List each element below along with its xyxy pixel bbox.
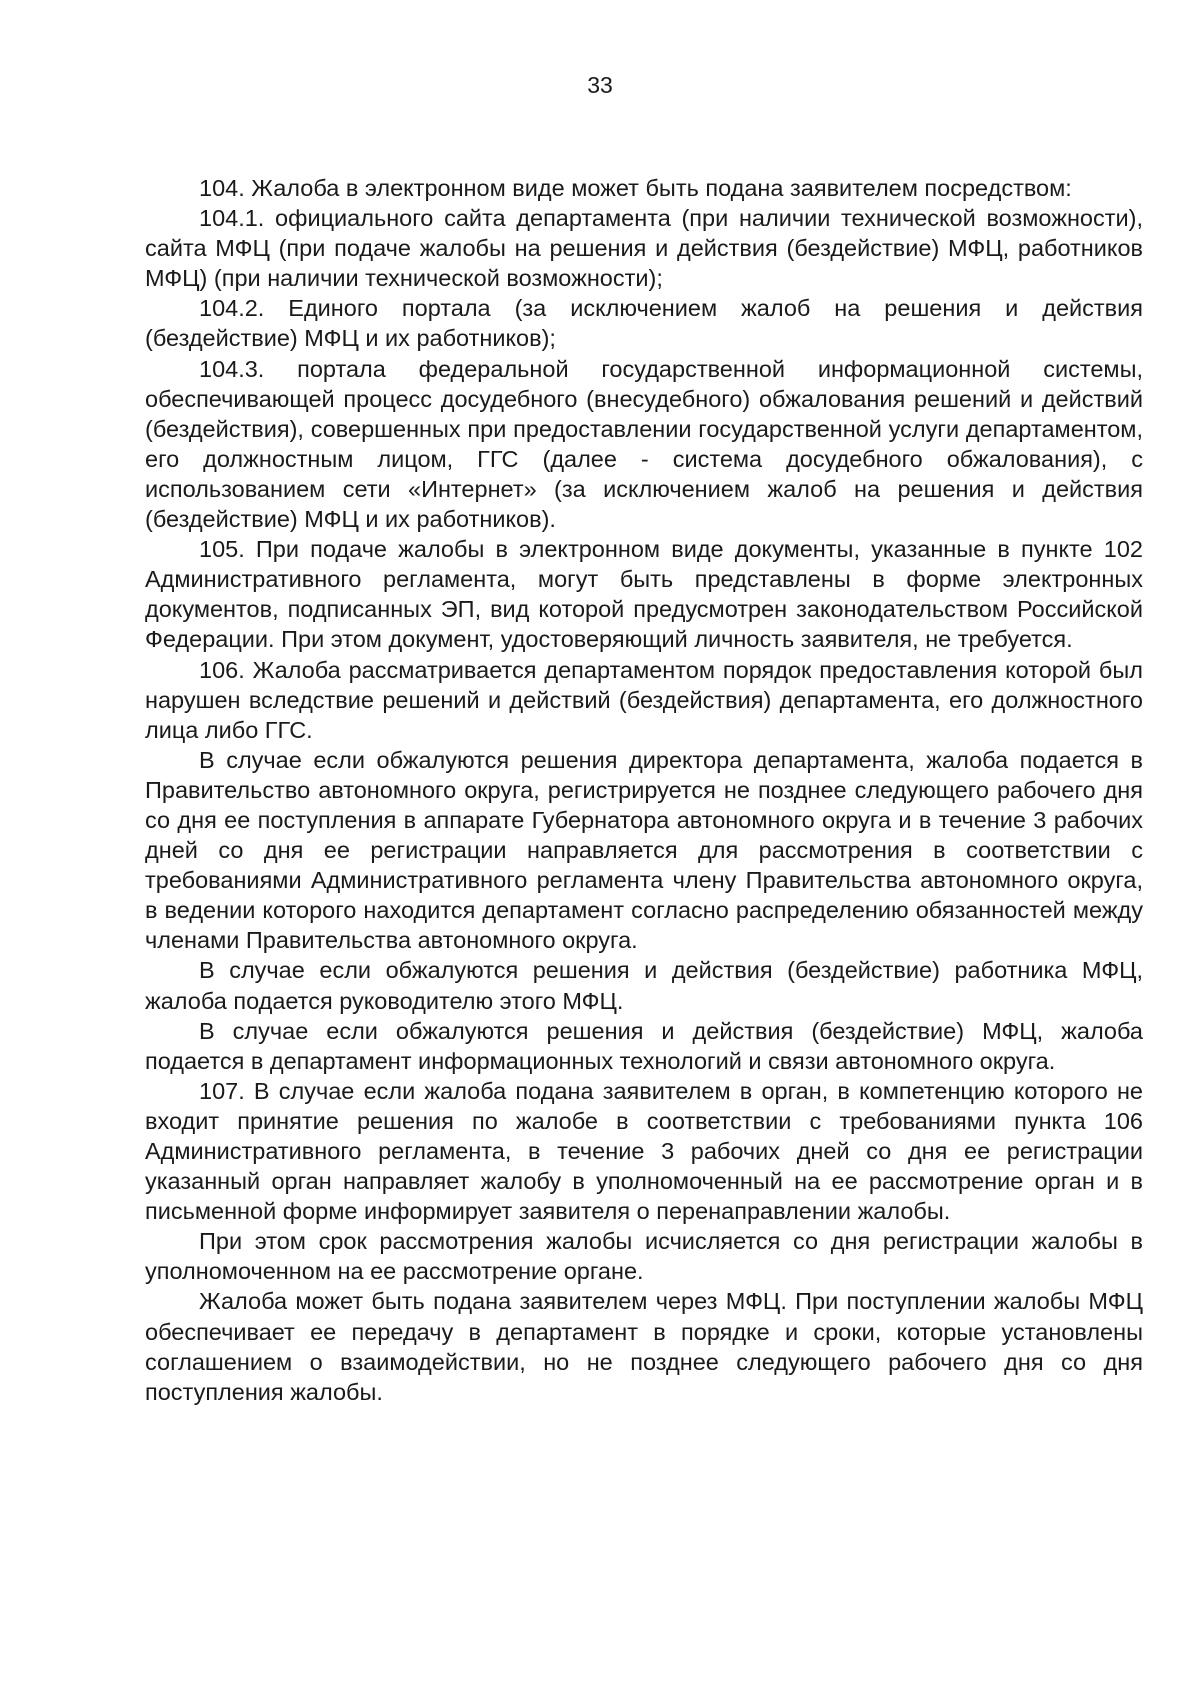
document-body	[145, 173, 1143, 1407]
paragraph-104-1: 104.1. официального сайта департамента (при наличии технической возможности), сайта МФЦ (при подаче жалобы на решения и действия (бездействие) МФЦ, работников МФЦ) (при наличии технической возможности);	[145, 205, 1143, 292]
paragraph-106: 106. Жалоба рассматривается департаментом порядок предоставления которой был нарушен вследствие решений и действий (бездействия) департамента, его должностного лица либо ГГС.	[145, 656, 1143, 743]
paragraph-104: 104. Жалоба в электронном виде может быть подана заявителем посредством:	[199, 175, 1072, 201]
paragraph-106-mfc-complaint: В случае если обжалуются решения и действия (бездействие) МФЦ, жалоба подается в департамент информационных технологий и связи автономного округа.	[145, 1017, 1143, 1074]
paragraph-104-2: 104.2. Единого портала (за исключением жалоб на решения и действия (бездействие) МФЦ и их работников);	[145, 295, 1143, 352]
page-number: 33	[587, 72, 613, 98]
paragraph-106-mfc-worker-complaint: В случае если обжалуются решения и действия (бездействие) работника МФЦ, жалоба подается руководителю этого МФЦ.	[145, 957, 1143, 1014]
paragraph-107-mfc-submission: Жалоба может быть подана заявителем через МФЦ. При поступлении жалобы МФЦ обеспечивает ее передачу в департамент в порядке и сроки, которые установлены соглашением о взаимодействии, но не позднее следующего рабочего дня со дня поступления жалобы.	[145, 1288, 1143, 1405]
paragraph-105: 105. При подаче жалобы в электронном виде документы, указанные в пункте 102 Административного регламента, могут быть представлены в форме электронных документов, подписанных ЭП, вид которой предусмотрен законодательством Российской Федерации. При этом документ, удостоверяющий личность заявителя, не требуется.	[145, 536, 1143, 653]
paragraph-106-director-complaint: В случае если обжалуются решения директора департамента, жалоба подается в Правительство автономного округа, регистрируется не позднее следующего рабочего дня со дня ее поступления в аппарате Губернатора автономного округа и в течение 3 рабочих дней со дня ее регистрации направляется для рассмотрения в соответствии с требованиями Административного регламента члену Правительства автономного округа, в ведении которого находится департамент согласно распределению обязанностей между членами Правительства автономного округа.	[145, 746, 1143, 954]
paragraph-104-3: 104.3. портала федеральной государственной информационной системы, обеспечивающей процесс досудебного (внесудебного) обжалования решений и действий (бездействия), совершенных при предоставлении государственной услуги департаментом, его должностным лицом, ГГС (далее - система досудебного обжалования), с использованием сети «Интернет» (за исключением жалоб на решения и действия (бездействие) МФЦ и их работников).	[145, 355, 1143, 533]
paragraph-107: 107. В случае если жалоба подана заявителем в орган, в компетенцию которого не входит принятие решения по жалобе в соответствии с требованиями пункта 106 Административного регламента, в течение 3 рабочих дней со дня ее регистрации указанный орган направляет жалобу в уполномоченный на ее рассмотрение орган и в письменной форме информирует заявителя о перенаправлении жалобы.	[145, 1077, 1143, 1225]
paragraph-107-term: При этом срок рассмотрения жалобы исчисляется со дня регистрации жалобы в уполномоченном на ее рассмотрение органе.	[145, 1228, 1143, 1285]
